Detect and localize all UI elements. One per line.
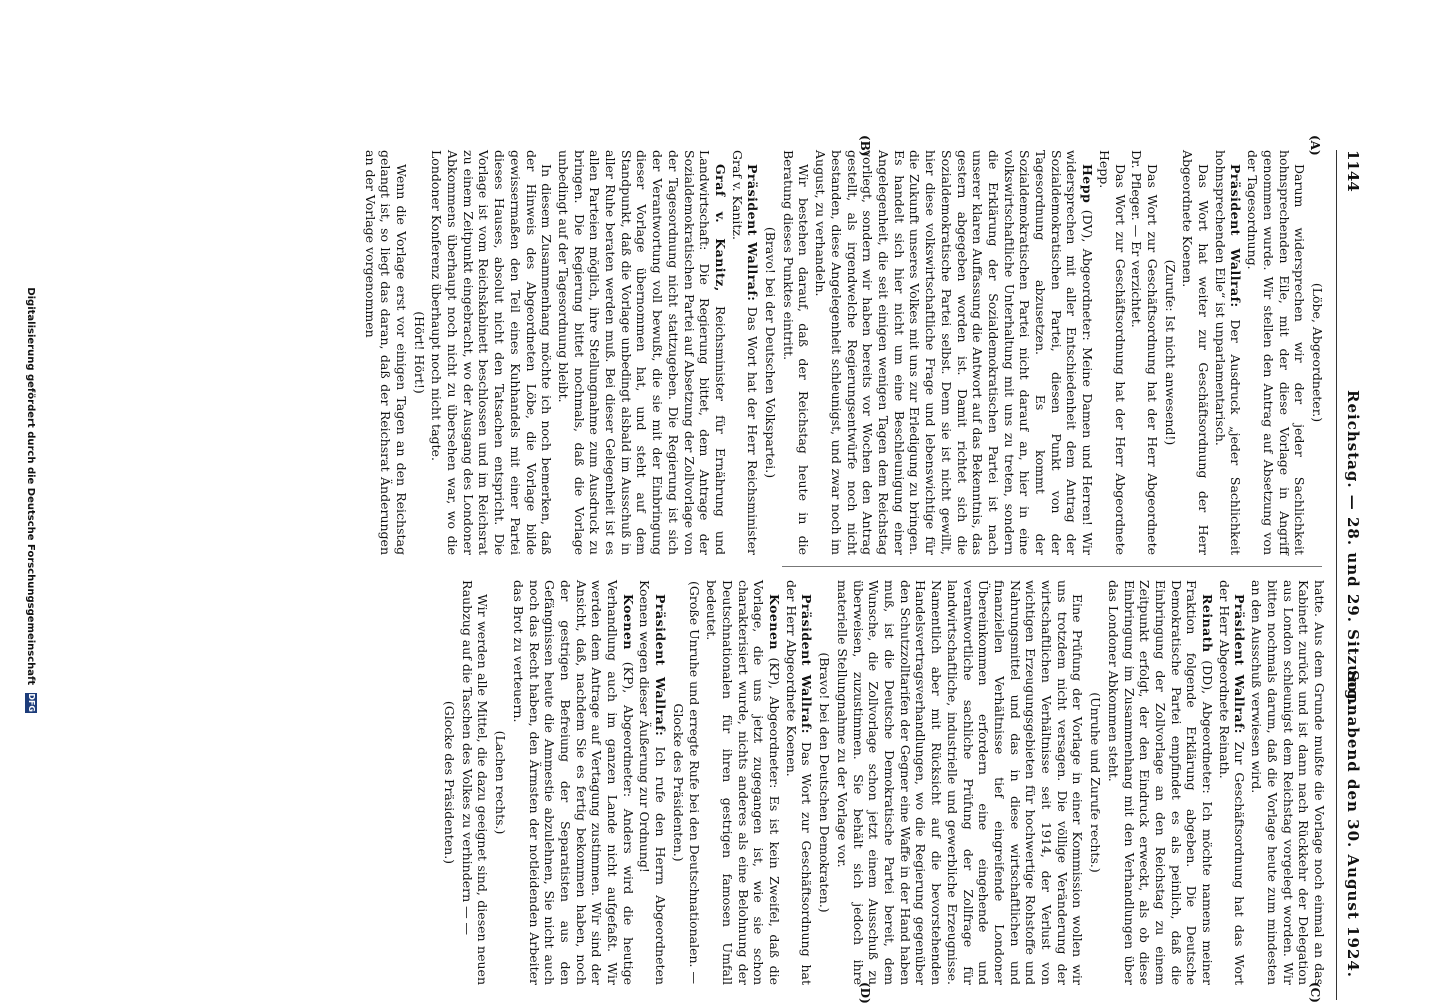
speech-paragraph [813, 150, 1096, 555]
digitization-footer [25, 0, 37, 1000]
stage-direction: (Bravo! bei den Deutschen Demokraten.) [817, 652, 833, 913]
speech-text: Der Ausdruck „jeder Sachlichkeit hohnsprechenden Eile“ ist unparlamentarisch. [1212, 150, 1244, 555]
speech-paragraph: Das Wort zur Geschäftsordnung hat der Herr Abgeordnete Hepp. [1096, 150, 1128, 555]
speech-text: Das Wort hat der Herr Reichsminister Graf v. Kanitz. [729, 150, 761, 555]
header-rule [1336, 150, 1337, 1000]
right-text-column [439, 580, 1327, 985]
speech-text: (DV), Abgeordneter: Meine Damen und Herren! Wir widersprechen mit aller Entschiedenheit dem Antrag der Sozialdemokratischen Partei, diesen Punkt von der Tagesordnung abzusetzen. Es kommt der Sozialdemokratischen Partei nicht darauf an, hier in eine volkswirtschaftliche Unterhaltung mit uns zu treten, sondern die Erklärung der Sozialdemokratischen Partei ist nach unserer klaren Auffassung die Antwort auf das Bekenntnis, das gestern abgegeben worden ist. Damit richtet sich die Sozialdemokratische Partei selbst. Denn sie ist nicht gewillt, hier diese volkswirtschaftliche Frage und lebenswichtige für die Zukunft unseres Volkes mit uns zur Erledigung zu bringen. Es handelt sich hier nicht um eine Beschleunigung einer Angelegenheit, die seit einigen wenigen Tagen dem Reichstag vorliegt, sondern wir haben bereits vor Wochen den Antrag gestellt, als irgendwelche Regierungsentwürfe noch nicht bestanden, diese Angelegenheit schleunigst, und zwar noch im August, zu verhandeln. [813, 150, 1096, 555]
margin-marker-b: (B) [858, 135, 872, 157]
speech-paragraph [1212, 150, 1243, 555]
speech-text: Zur Geschäftsordnung hat das Wort der Herr Abgeordnete Reinath. [1216, 580, 1248, 985]
speech-paragraph [1105, 580, 1215, 985]
speech-paragraph [637, 580, 668, 985]
left-text-column [361, 150, 1327, 555]
speaker-name: Koenen [767, 594, 783, 651]
speech-paragraph [783, 580, 814, 985]
speech-text: Ich rufe den Herrn Abgeordneten Koenen wegen dieser Äußerung zur Ordnung! [637, 580, 669, 985]
stage-direction: (Hört! Hört!) [411, 311, 427, 394]
speaker-name: Graf v. Kanitz, [712, 164, 728, 292]
speech-paragraph [1216, 580, 1247, 985]
column-divider [782, 566, 1322, 567]
speech-paragraph: Wir bestehen darauf, daß der Reichstag heute in die Beratung dieses Punktes eintritt. [780, 150, 812, 555]
speech-paragraph: Eine Prüfung der Vorlage in einer Kommission wollen wir uns trotzdem nicht versagen. Die völlige Veränderung der wirtschaftlichen Verhältnisse seit 1914, der Verlust von wichtigen Erzeugungsgebieten für hochwertige Rohstoffe und Nahrungsmittel und das in diese wirtschaftlichen und finanziellen Verhältnisse tief eingreifende Londoner Übereinkommen erfordern eine eingehende und verantwortliche sachliche Prüfung der Zollfrage für landwirtschaftliche, industrielle und gewerbliche Erzeugnisse. Namentlich aber mit Rücksicht auf die bevorstehenden Handelsvertragsverhandlungen, wo die Regierung gegenüber den Schutzzolltarifen der Gegner eine Waffe in der Hand haben muß, ist die Deutsche Demokratische Partei bereit, dem Wunsche, die Zollvorlage schon jetzt einem Ausschuß zu überweisen, zuzustimmen. Sie behält sich jedoch ihre materielle Stellungnahme zu der Vorlage vor. [834, 580, 1086, 985]
speech-paragraph: hatte. Aus dem Grunde mußte die Vorlage noch einmal an das Kabinett zurück und ist dann nach Rückkehr der Delegation aus London schleunigst dem Reichstag vorgelegt worden. Wir bitten nochmals darum, daß die Vorlage heute zum mindesten an den Ausschuß verwiesen wird. [1249, 580, 1327, 985]
margin-marker-c: (C) [1308, 982, 1322, 1003]
stage-direction: (Löbe, Abgeordneter.) [1310, 282, 1325, 423]
speech-text: (DD), Abgeordneter: Ich möchte namens meiner Fraktion folgende Erklärung abgeben. Die Deutsche Demokratische Partei empfindet es als peinlich, daß die Einbringung der Zollvorlage an den Reichstag zu einem Zeitpunkt erfolgt, der den Eindruck erweckt, als ob diese Einbringung im Zusammenhang mit den Verhandlungen über das Londoner Abkommen steht. [1105, 580, 1216, 985]
speech-paragraph [555, 150, 728, 555]
stage-direction: (Glocke des Präsidenten.) [442, 700, 458, 865]
speech-paragraph: Wenn die Vorlage erst vor einigen Tagen an den Reichstag gelangt ist, so liegt das daran, daß der Reichsrat Änderungen an der Vorlage vorgenommen [362, 150, 409, 555]
stage-direction: (Unruhe und Zurufe rechts.) [1088, 692, 1104, 873]
speech-paragraph [729, 150, 760, 555]
footer-credit: Digitalisierung gefördert durch die Deutsche Forschungsgemeinschaft [25, 287, 36, 686]
speech-paragraph: Das Wort zur Geschäftsordnung hat der Herr Abgeordnete Dr. Pfleger. — Er verzichtet. [1129, 150, 1160, 555]
speech-paragraph: In diesem Zusammenhang möchte ich noch bemerken, daß der Hinweis des Abgeordneten Löbe, die Vorlage bilde gewissermaßen den Teil eines Kuhhandels mit einer Partei dieses Hauses, absolut nicht den Tatsachen entspricht. Die Vorlage ist vom Reichskabinett beschlossen und im Reichsrat zu einem Zeitpunkt eingebracht, wo der Ausgang des Londoner Abkommens überhaupt noch nicht zu übersehen war, wo die Londoner Konferenz überhaupt noch nicht tagte. [429, 150, 555, 555]
speaker-name: Präsident Wallraf: [745, 164, 761, 302]
session-title: Reichstag. — 28. und 29. Sitzung. [1344, 390, 1362, 707]
speaker-name: Präsident Wallraf: [799, 594, 815, 734]
speech-text: (KP), Abgeordneter: Es ist kein Zweifel, daß die Vorlage, die uns jetzt zugegangen ist, wie sie schon charakterisiert wurde, nichts anderes als eine Belohnung der Deutschnationalen für ihren gestrigen famosen Umfall bedeutet. [704, 580, 783, 985]
margin-marker-d: (D) [858, 982, 872, 1004]
session-date: Sonnabend den 30. August 1924. [1344, 670, 1362, 978]
speech-paragraph: Das Wort hat weiter zur Geschäftsordnung der Herr Abgeordnete Koenen. [1180, 150, 1212, 555]
stage-direction: (Lachen rechts.) [493, 730, 509, 835]
page-number: 1144 [1344, 150, 1362, 192]
speech-paragraph: Wir werden alle Mittel, die dazu geeignet sind, diesen neuen Raubzug auf die Taschen des Volkes zu verhindern — — [459, 580, 491, 985]
speaker-name: Präsident Wallraf: [653, 594, 669, 737]
speaker-name: Koenen [620, 594, 636, 651]
speaker-name: Präsident Wallraf: [1232, 594, 1248, 734]
margin-marker-a: (A) [1308, 135, 1322, 156]
speech-paragraph: Darum widersprechen wir der jeder Sachlichkeit hohnsprechenden Eile, mit der diese Vorlage in Angriff genommen wurde. Wir stellen den Antrag auf Absetzung von der Tagesordnung. [1245, 150, 1308, 555]
speech-text: Reichsminister für Ernährung und Landwirtschaft: Die Regierung bittet, dem Antrage der Sozialdemokratischen Partei auf Absetzung der Zollvorlage von der Tagesordnung nicht stattzugeben. Die Regierung ist sich der Verantwortung voll bewußt, die sie mit der Einbringung dieser Vorlage übernommen hat, und steht auf dem Standpunkt, daß die Vorlage unbedingt alsbald im Ausschuß in aller Ruhe beraten werden muß. Bei dieser Gelegenheit ist es allen Parteien möglich, ihre Stellungnahme zum Ausdruck zu bringen. Die Regierung bittet nochmals, daß die Vorlage unbedingt auf der Tagesordnung bleibt. [555, 150, 728, 555]
stage-direction: (Zurufe: Ist nicht anwesend!) [1162, 259, 1178, 446]
speaker-name: Präsident Wallraf: [1228, 164, 1244, 308]
speaker-name: Hepp [1080, 164, 1096, 204]
speaker-name: Reinath [1200, 594, 1216, 653]
stage-direction: (Bravo! bei der Deutschen Volkspartei.) [763, 226, 779, 479]
dfg-logo: DFG [27, 693, 36, 712]
rotated-document-page [12, 0, 1432, 1004]
speech-text: Das Wort zur Geschäftsordnung hat der Herr Abgeordnete Koenen. [783, 580, 815, 985]
stage-direction: (Große Unruhe und erregte Rufe bei den Deutschnationalen. — Glocke des Präsidenten.) [670, 581, 702, 984]
speech-paragraph [510, 580, 636, 985]
speech-paragraph [704, 580, 783, 985]
speech-text: (KP), Abgeordneter: Anders wird die heutige Verhandlung auch im ganzen Lande nicht aufgefaßt. Wir werden dem Antrage auf Vertagung zustimmen. Wir sind der Ansicht, daß, nachdem Sie es fertig bekommen haben, noch der gestrigen Befreiung der Separatisten aus den Gefängnissen heute die Ammestie abzulehnen, Sie nicht auch noch das Recht haben, den Ärmsten der notleidenden Arbeiter das Brot zu verteuern. [510, 580, 636, 985]
